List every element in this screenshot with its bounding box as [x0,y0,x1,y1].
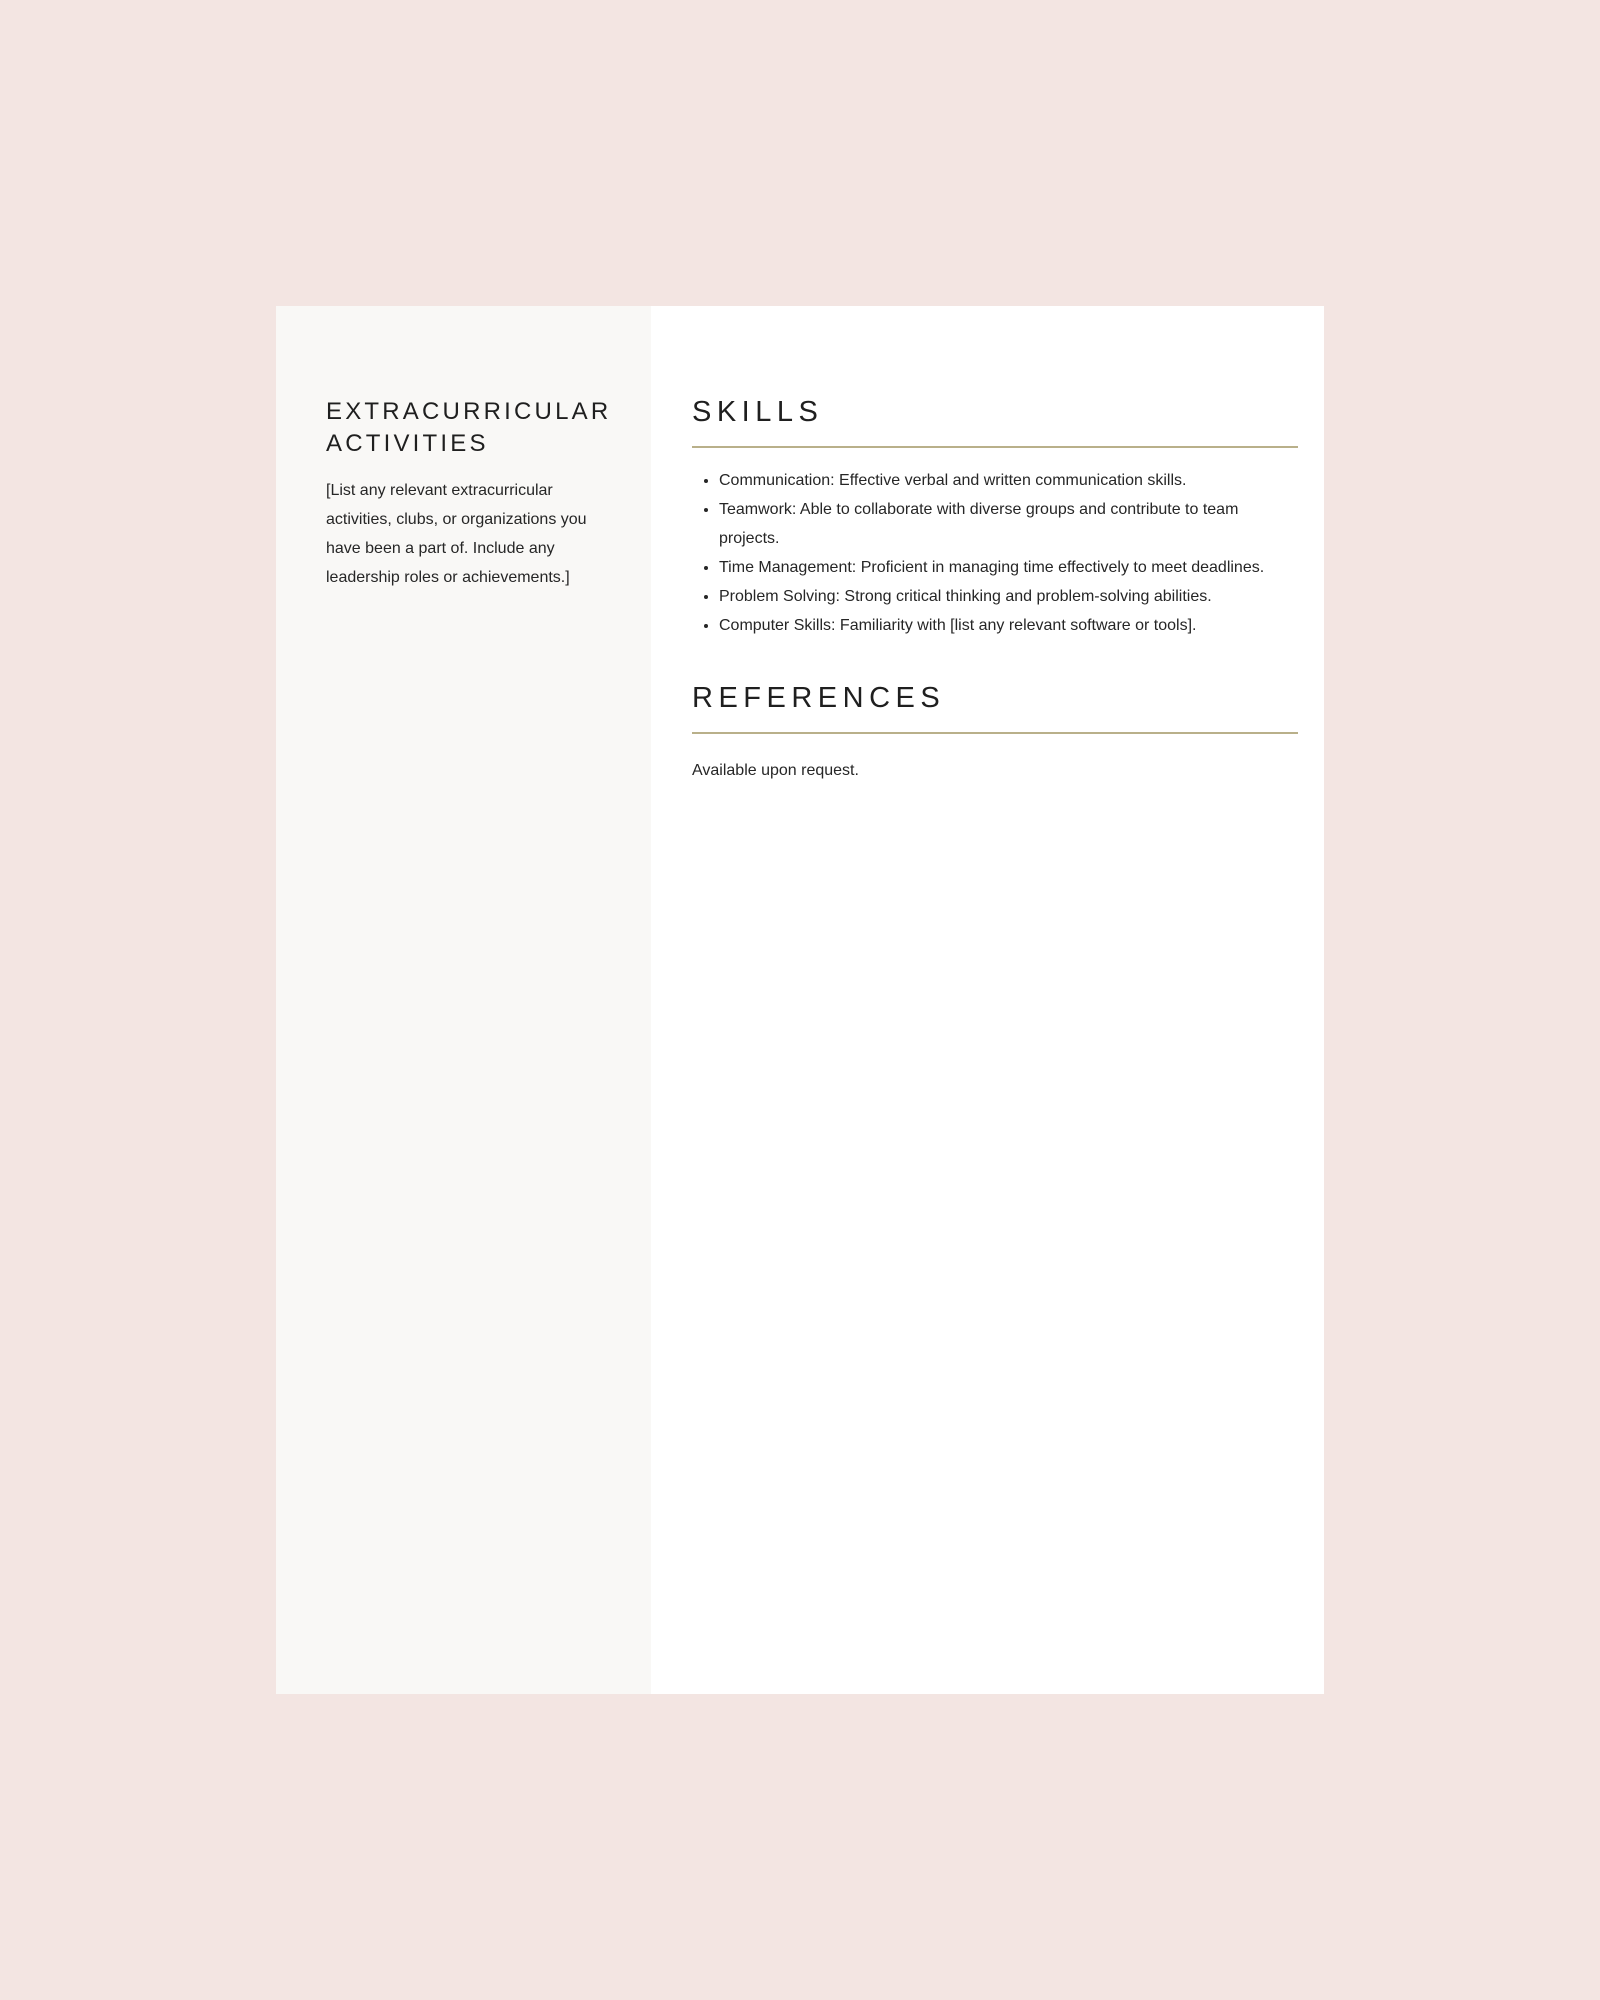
extracurricular-heading-line1: EXTRACURRICULAR [326,398,612,425]
skill-item: • Communication: Effective verbal and written communication skills. [719,466,1298,495]
references-divider [692,732,1298,734]
sidebar [276,306,651,1694]
skills-divider [692,446,1298,448]
references-heading: REFERENCES [692,682,946,714]
extracurricular-text: [List any relevant extracurricular activities, clubs, or organizations you have been a part of. Include any leadership roles or achievements.] [326,482,587,586]
skills-heading: SKILLS [692,396,824,428]
skills-list [692,466,1298,640]
main-column [651,306,1324,1694]
extracurricular-heading-line2: ACTIVITIES [326,430,489,457]
skill-item: • Time Management: Proficient in managing time effectively to meet deadlines. [719,553,1298,582]
extracurricular-heading [326,396,611,460]
skill-item: • Computer Skills: Familiarity with [list any relevant software or tools]. [719,611,1298,640]
references-section [692,680,1298,785]
skill-item: • Problem Solving: Strong critical thinking and problem-solving abilities. [719,582,1298,611]
references-text: Available upon request. [692,762,859,779]
resume-page [276,306,1324,1694]
skill-item: • Teamwork: Able to collaborate with diverse groups and contribute to team projects. [719,495,1298,553]
skills-section [692,394,1298,640]
